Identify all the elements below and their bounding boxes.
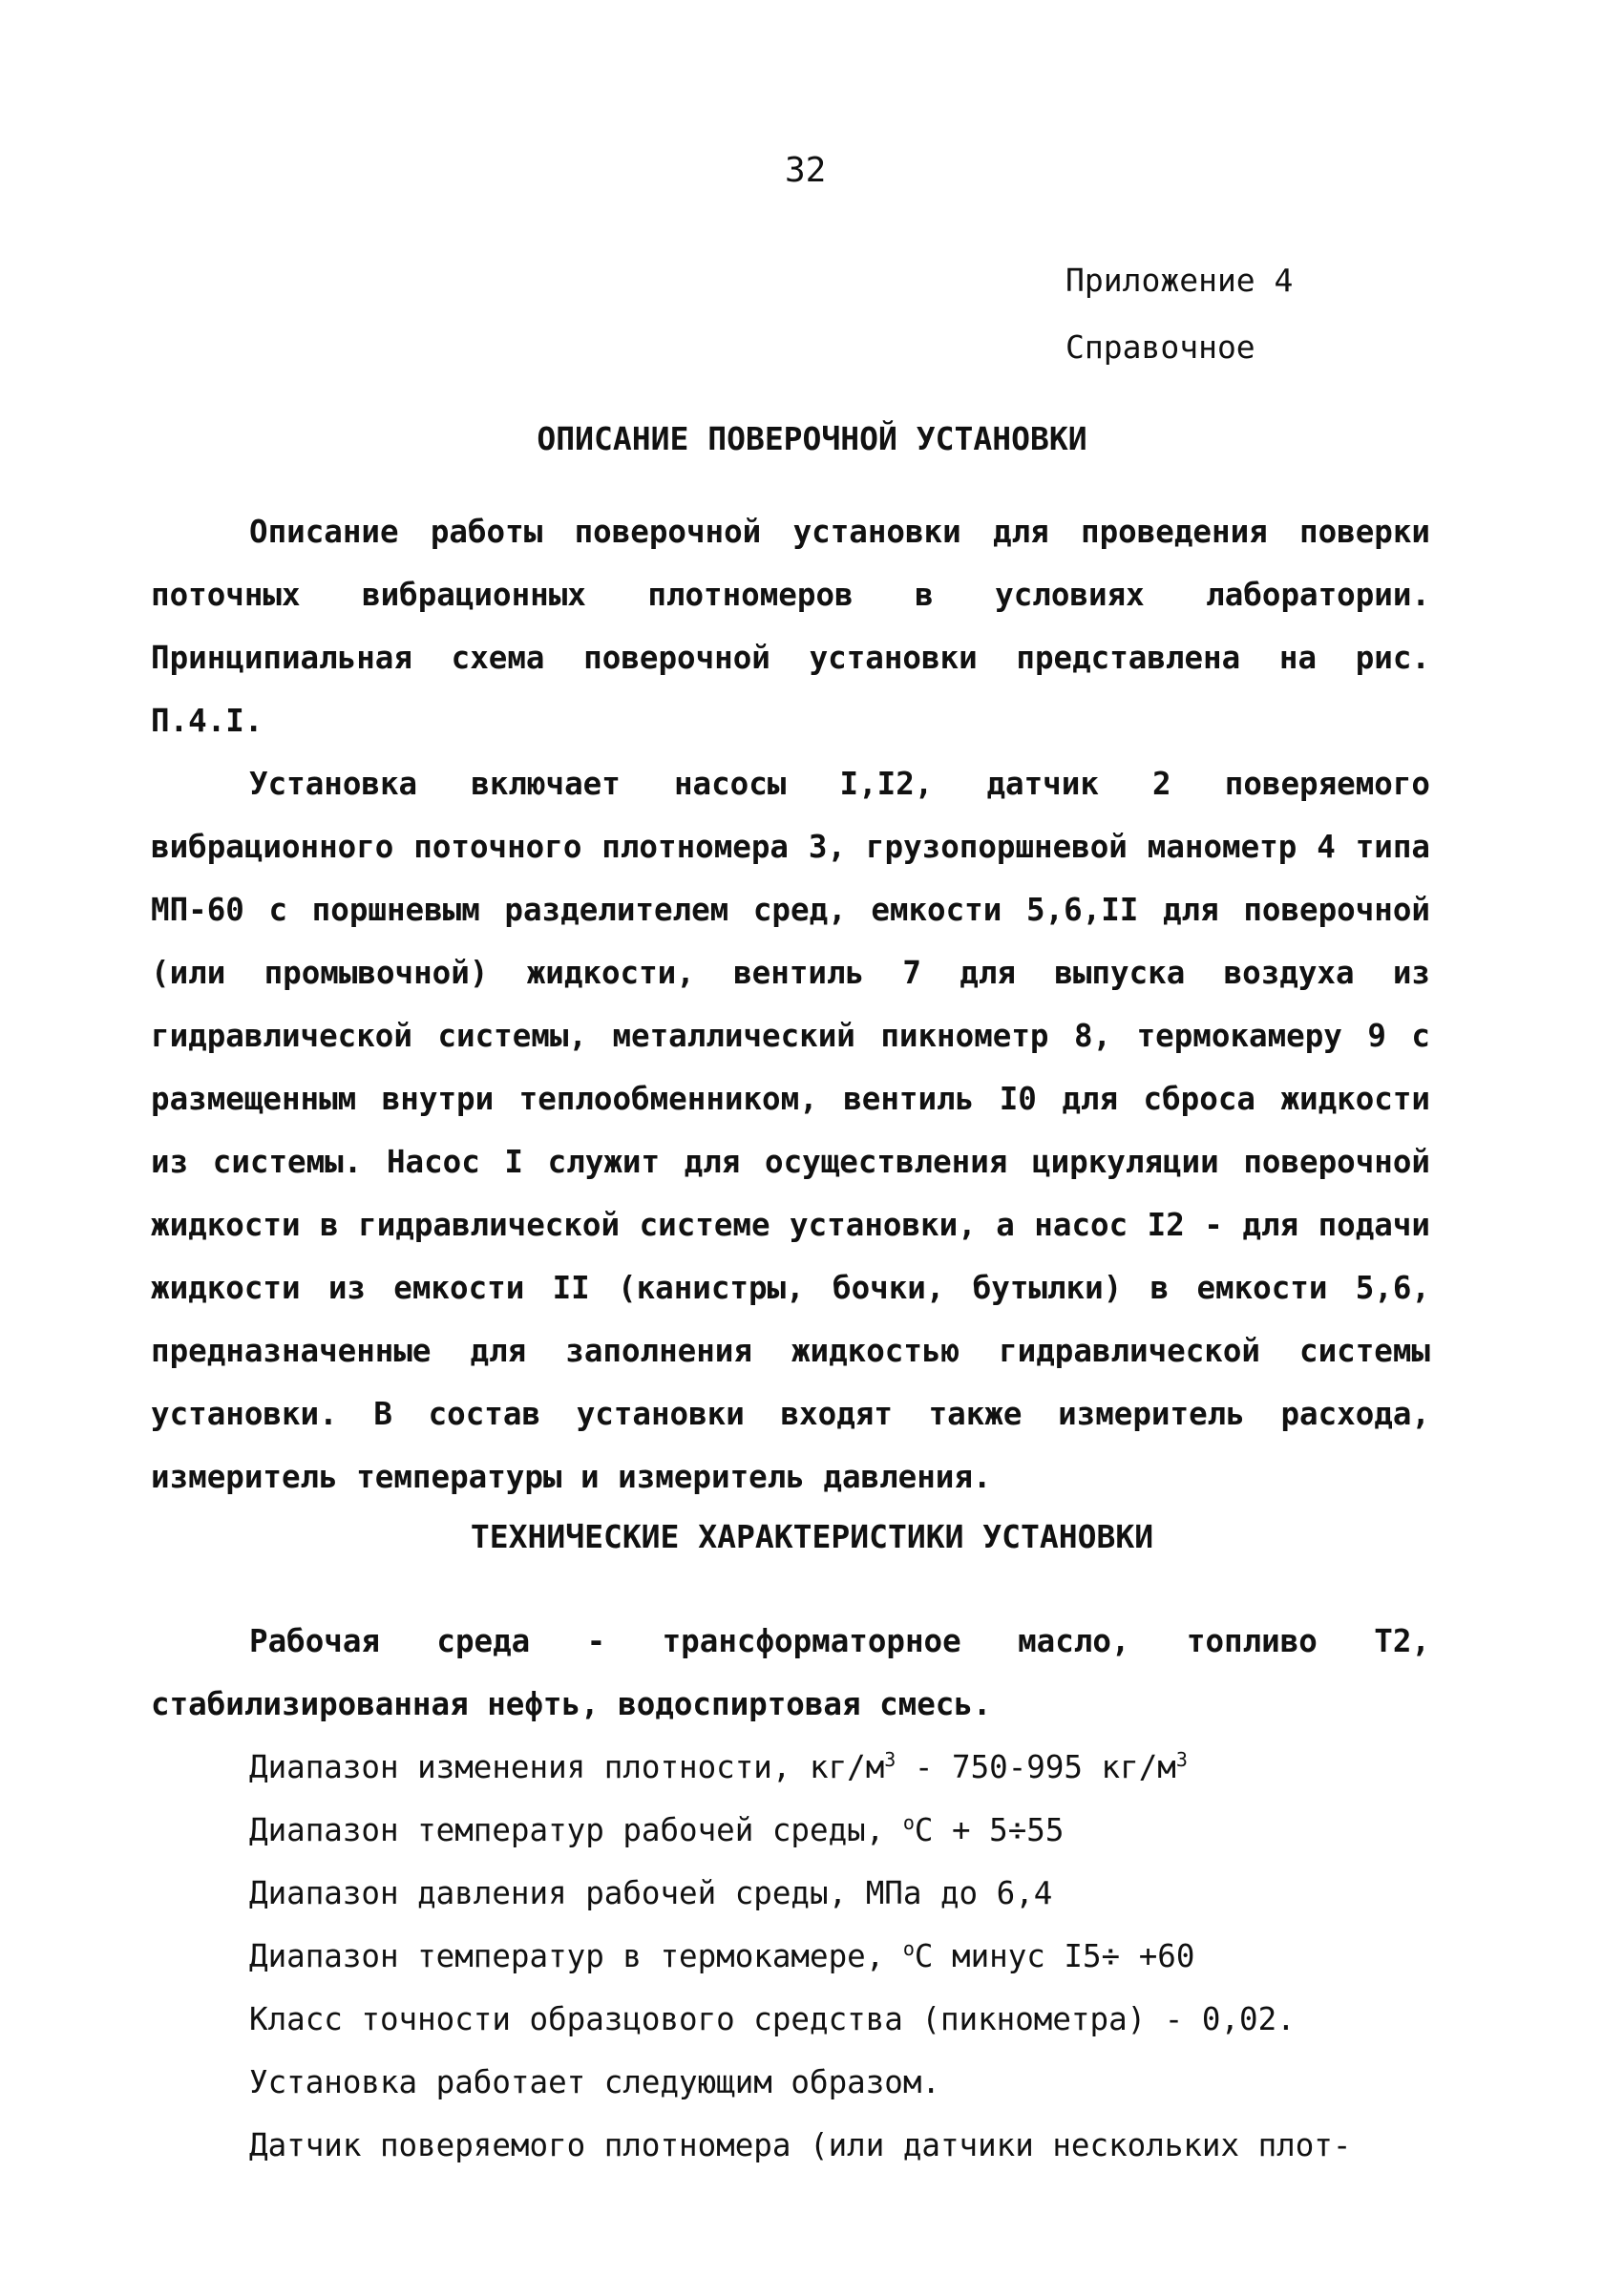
medium-temperature-prefix: Диапазон температур рабочей среды, — [249, 1812, 903, 1848]
degree-sign: o — [902, 1937, 915, 1961]
superscript-cube: 3 — [884, 1748, 896, 1772]
operation-intro-line: Установка работает следующим образом. — [249, 2064, 940, 2100]
accuracy-class-line: Класс точности образцового средства (пикнометра) - 0,02. — [249, 2001, 1296, 2037]
working-medium-paragraph: Рабочая среда - трансформаторное масло, топливо Т2, стабилизированная нефть, водоспиртовая смесь. — [151, 1623, 1430, 1722]
final-line: Датчик поверяемого плотномера (или датчики нескольких плот- — [249, 2127, 1352, 2163]
section-title-description: ОПИСАНИЕ ПОВЕРОЧНОЙ УСТАНОВКИ — [537, 420, 1087, 457]
pressure-range-line: Диапазон давления рабочей среды, МПа до 6,4 — [249, 1875, 1053, 1911]
degree-sign: o — [902, 1811, 915, 1835]
superscript-cube: 3 — [1175, 1748, 1188, 1772]
density-range-prefix: Диапазон изменения плотности, кг/м — [249, 1749, 885, 1785]
section-title-specifications: ТЕХНИЧЕСКИЕ ХАРАКТЕРИСТИКИ УСТАНОВКИ — [470, 1518, 1154, 1555]
page-number: 32 — [785, 151, 827, 190]
density-range-line — [151, 1736, 1430, 1799]
medium-temperature-line — [151, 1799, 1430, 1862]
description-section — [151, 500, 1430, 1508]
density-range-mid: - 750-995 кг/м — [896, 1749, 1176, 1785]
chamber-temperature-suffix: С минус I5÷ +60 — [914, 1938, 1195, 1974]
chamber-temperature-line — [151, 1925, 1430, 1988]
specifications-section — [151, 1610, 1430, 2177]
description-paragraph-2: Установка включает насосы I,I2, датчик 2 поверяемого вибрационного поточного плотномера 3, грузопоршневой манометр 4 типа МП-60 с поршневым разделителем сред, емкости 5,6,II для поверочной (или промывочной) жидкости, вентиль 7 для выпуска воздуха из гидравлической системы, металлический пикнометр 8, термокамеру 9 с размещенным внутри теплообменником, вентиль I0 для сброса жидкости из системы. Насос I служит для осуществления циркуляции поверочной жидкости в гидравлической системе установки, а насос I2 - для подачи жидкости из емкости II (канистры, бочки, бутылки) в емкости 5,6, предназначенные для заполнения жидкостью гидравлической системы установки. В состав установки входят также измеритель расхода, измеритель температуры и измеритель давления. — [151, 766, 1430, 1495]
appendix-type: Справочное — [1065, 328, 1255, 366]
appendix-label: Приложение 4 — [1065, 262, 1294, 299]
medium-temperature-suffix: С + 5÷55 — [914, 1812, 1065, 1848]
chamber-temperature-prefix: Диапазон температур в термокамере, — [249, 1938, 903, 1974]
description-paragraph-1: Описание работы поверочной установки для проведения поверки поточных вибрационных плотномеров в условиях лаборатории. Принципиальная схема поверочной установки представлена на рис. П.4.I. — [151, 514, 1430, 739]
